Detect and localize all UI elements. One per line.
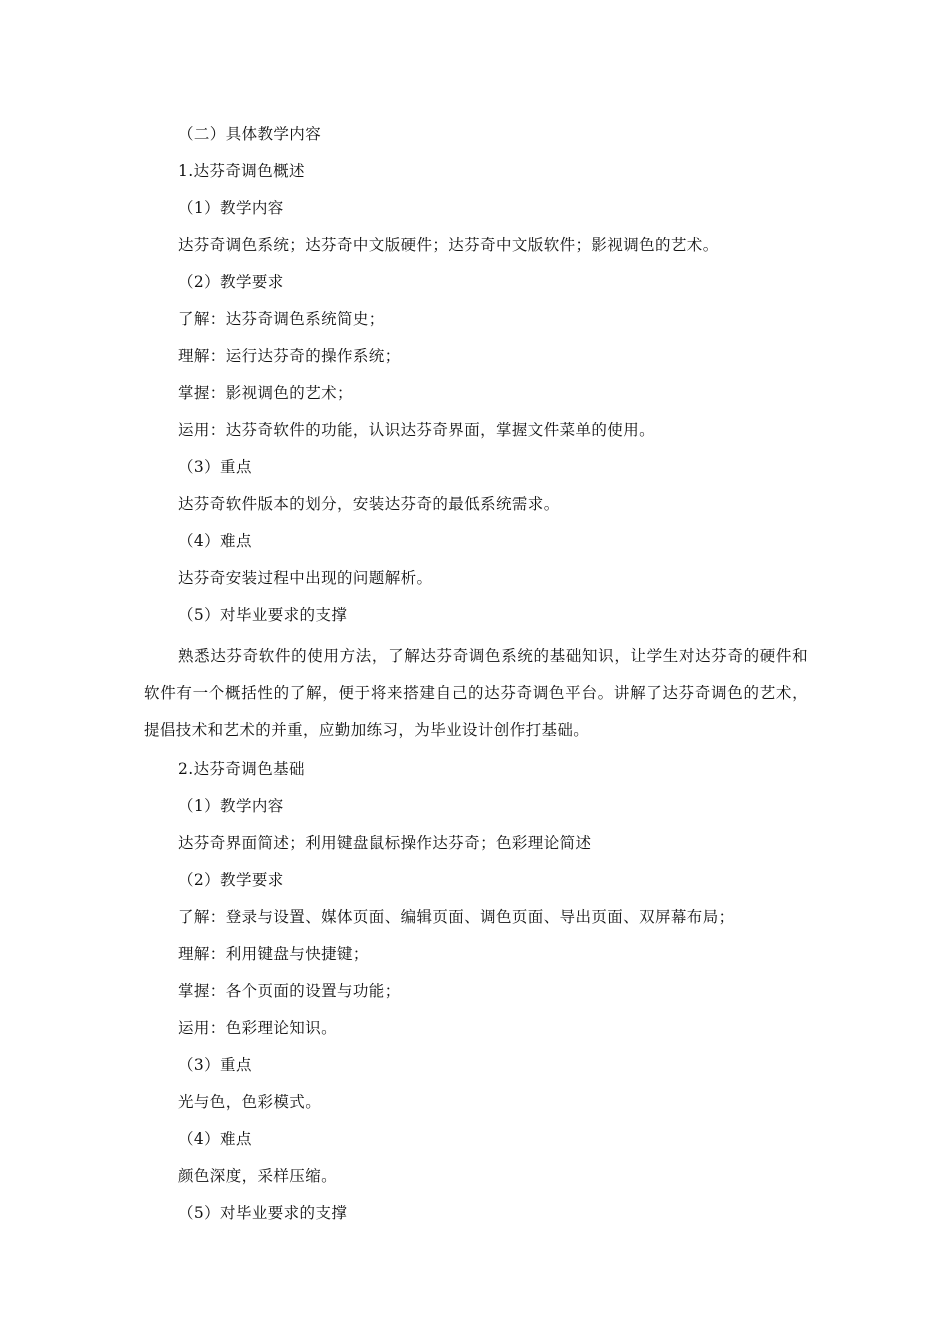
chapter2-difficulty-heading: （4）难点 xyxy=(178,1130,252,1148)
chapter1-req-apply: 运用：达芬奇软件的功能，认识达芬奇界面，掌握文件菜单的使用。 xyxy=(178,421,656,439)
section-heading: （二）具体教学内容 xyxy=(178,125,322,143)
chapter2-req-understand: 了解：登录与设置、媒体页面、编辑页面、调色页面、导出页面、双屏幕布局； xyxy=(178,908,735,926)
chapter1-title: 1.达芬奇调色概述 xyxy=(178,162,305,180)
chapter2-key-heading: （3）重点 xyxy=(178,1056,252,1074)
chapter1-req-comprehend: 理解：运行达芬奇的操作系统； xyxy=(178,347,401,365)
chapter2-content-heading: （1）教学内容 xyxy=(178,797,284,815)
chapter1-key-heading: （3）重点 xyxy=(178,458,252,476)
chapter1-requirements-heading: （2）教学要求 xyxy=(178,273,284,291)
chapter2-req-apply: 运用：色彩理论知识。 xyxy=(178,1019,338,1037)
chapter2-req-master: 掌握：各个页面的设置与功能； xyxy=(178,982,401,1000)
chapter2-support-heading: （5）对毕业要求的支撑 xyxy=(178,1204,348,1222)
chapter2-difficulty-text: 颜色深度，采样压缩。 xyxy=(178,1167,338,1185)
chapter2-requirements-heading: （2）教学要求 xyxy=(178,871,284,889)
chapter2-key-text: 光与色，色彩模式。 xyxy=(178,1093,322,1111)
chapter1-support-text: 熟悉达芬奇软件的使用方法，了解达芬奇调色系统的基础知识，让学生对达芬奇的硬件和软件有一个概括性的了解，便于将来搭建自己的达芬奇调色平台。讲解了达芬奇调色的艺术，提倡技术和艺术的并重，应勤加练习，为毕业设计创作打基础。 xyxy=(144,647,808,739)
chapter1-content-text: 达芬奇调色系统；达芬奇中文版硬件；达芬奇中文版软件；影视调色的艺术。 xyxy=(178,236,719,254)
chapter1-difficulty-heading: （4）难点 xyxy=(178,532,252,550)
chapter1-support-heading: （5）对毕业要求的支撑 xyxy=(178,606,348,624)
chapter2-title: 2.达芬奇调色基础 xyxy=(178,760,305,778)
chapter1-req-master: 掌握：影视调色的艺术； xyxy=(178,384,353,402)
chapter1-content-heading: （1）教学内容 xyxy=(178,199,284,217)
chapter1-difficulty-text: 达芬奇安装过程中出现的问题解析。 xyxy=(178,569,433,587)
chapter2-req-comprehend: 理解：利用键盘与快捷键； xyxy=(178,945,369,963)
chapter2-content-text: 达芬奇界面简述；利用键盘鼠标操作达芬奇；色彩理论简述 xyxy=(178,834,592,852)
chapter1-req-understand: 了解：达芬奇调色系统简史； xyxy=(178,310,385,328)
chapter1-key-text: 达芬奇软件版本的划分，安装达芬奇的最低系统需求。 xyxy=(178,495,560,513)
